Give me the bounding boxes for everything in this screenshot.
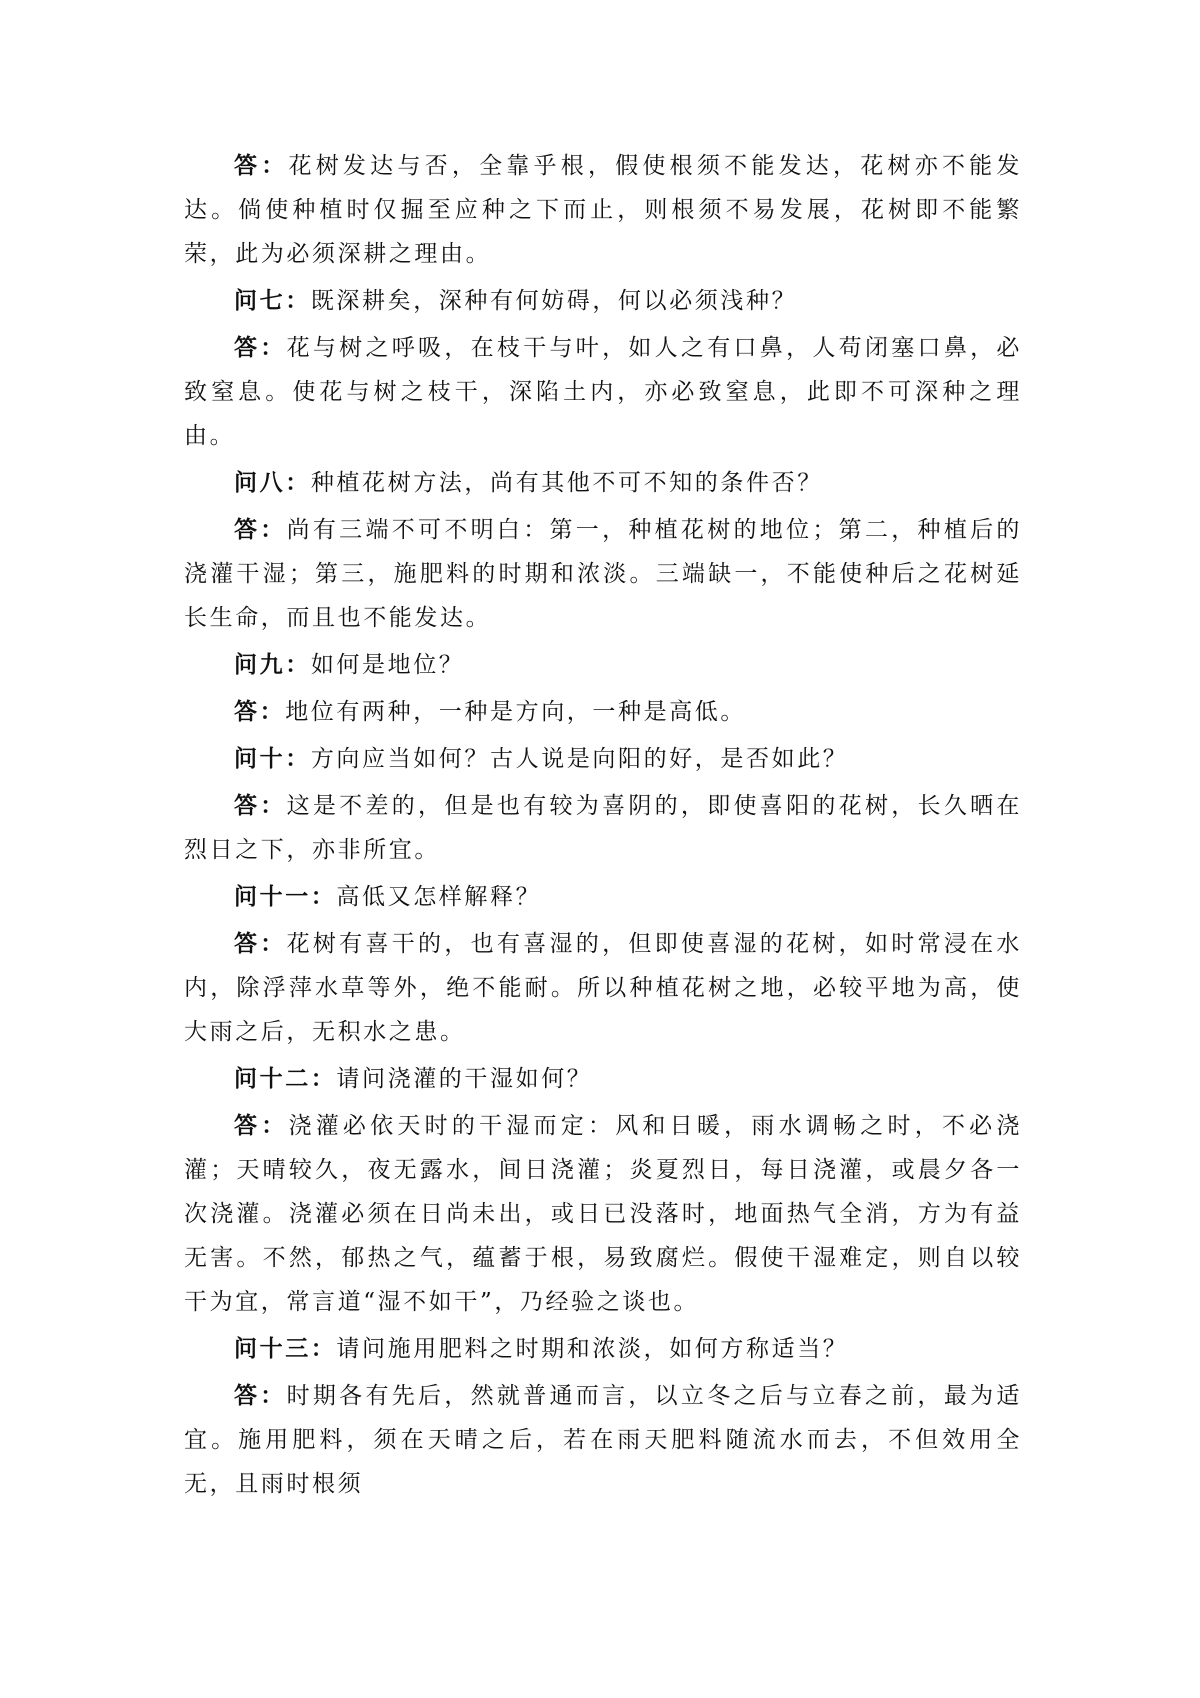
answer-paragraph <box>184 1374 1022 1506</box>
answer-paragraph <box>184 690 1022 734</box>
paragraph-text: 尚有三端不可不明白：第一，种植花树的地位；第二，种植后的浇灌干湿；第三，施肥料的时期和浓淡。三端缺一，不能使种后之花树延长生命，而且也不能发达。 <box>184 517 1022 631</box>
question-paragraph <box>184 643 1022 687</box>
answer-paragraph <box>184 326 1022 458</box>
paragraph-text: 时期各有先后，然就普通而言，以立冬之后与立春之前，最为适宜。施用肥料，须在天晴之后，若在雨天肥料随流水而去，不但效用全无，且雨时根须 <box>184 1383 1022 1497</box>
answer-label: 答： <box>234 153 289 179</box>
answer-paragraph <box>184 784 1022 872</box>
answer-paragraph <box>184 922 1022 1054</box>
answer-label: 答： <box>234 517 287 543</box>
question-paragraph <box>184 1057 1022 1101</box>
paragraph-text: 如何是地位？ <box>310 652 465 678</box>
answer-paragraph <box>184 144 1022 276</box>
paragraph-text: 高低又怎样解释？ <box>336 884 542 910</box>
paragraph-text: 地位有两种，一种是方向，一种是高低。 <box>285 699 747 725</box>
question-label: 问十二： <box>234 1066 337 1092</box>
question-label: 问十一： <box>234 884 337 910</box>
paragraph-text: 花树有喜干的，也有喜湿的，但即使喜湿的花树，如时常浸在水内，除浮萍水草等外，绝不能耐。所以种植花树之地，必较平地为高，使大雨之后，无积水之患。 <box>184 931 1022 1045</box>
paragraph-text: 既深耕矣，深种有何妨碍，何以必须浅种？ <box>310 288 798 314</box>
question-label: 问九： <box>234 652 311 678</box>
paragraph-text: 种植花树方法，尚有其他不可不知的条件否？ <box>310 470 823 496</box>
question-label: 问七： <box>234 288 311 314</box>
question-paragraph <box>184 875 1022 919</box>
answer-paragraph <box>184 1104 1022 1324</box>
paragraph-text: 浇灌必依天时的干湿而定：风和日暖，雨水调畅之时，不必浇灌；天晴较久，夜无露水，间日浇灌；炎夏烈日，每日浇灌，或晨夕各一次浇灌。浇灌必须在日尚未出，或日已没落时，地面热气全消，方为有益无害。不然，郁热之气，蕴蓄于根，易致腐烂。假使干湿难定，则自以较干为宜，常言道“湿不如干”，乃经验之谈也。 <box>184 1113 1023 1315</box>
question-label: 问十三： <box>234 1336 337 1362</box>
question-paragraph <box>184 461 1022 505</box>
document-body <box>184 144 1022 1509</box>
question-label: 问十： <box>234 746 311 772</box>
answer-label: 答： <box>234 1383 287 1409</box>
paragraph-text: 请问施用肥料之时期和浓淡，如何方称适当？ <box>336 1336 849 1362</box>
answer-label: 答： <box>234 793 287 819</box>
answer-label: 答： <box>234 931 287 957</box>
answer-paragraph <box>184 508 1022 640</box>
question-label: 问八： <box>234 470 311 496</box>
answer-label: 答： <box>234 335 287 361</box>
paragraph-text: 请问浇灌的干湿如何？ <box>336 1066 593 1092</box>
question-paragraph <box>184 279 1022 323</box>
paragraph-text: 花树发达与否，全靠乎根，假使根须不能发达，花树亦不能发达。倘使种植时仅掘至应种之下而止，则根须不易发展，花树即不能繁荣，此为必须深耕之理由。 <box>184 153 1023 267</box>
paragraph-text: 这是不差的，但是也有较为喜阴的，即使喜阳的花树，长久晒在烈日之下，亦非所宜。 <box>184 793 1022 863</box>
paragraph-text: 花与树之呼吸，在枝干与叶，如人之有口鼻，人苟闭塞口鼻，必致窒息。使花与树之枝干，深陷土内，亦必致窒息，此即不可深种之理由。 <box>184 335 1022 449</box>
answer-label: 答： <box>234 699 286 725</box>
question-paragraph <box>184 737 1022 781</box>
answer-label: 答： <box>234 1113 289 1139</box>
paragraph-text: 方向应当如何？古人说是向阳的好，是否如此？ <box>310 746 849 772</box>
question-paragraph <box>184 1327 1022 1371</box>
